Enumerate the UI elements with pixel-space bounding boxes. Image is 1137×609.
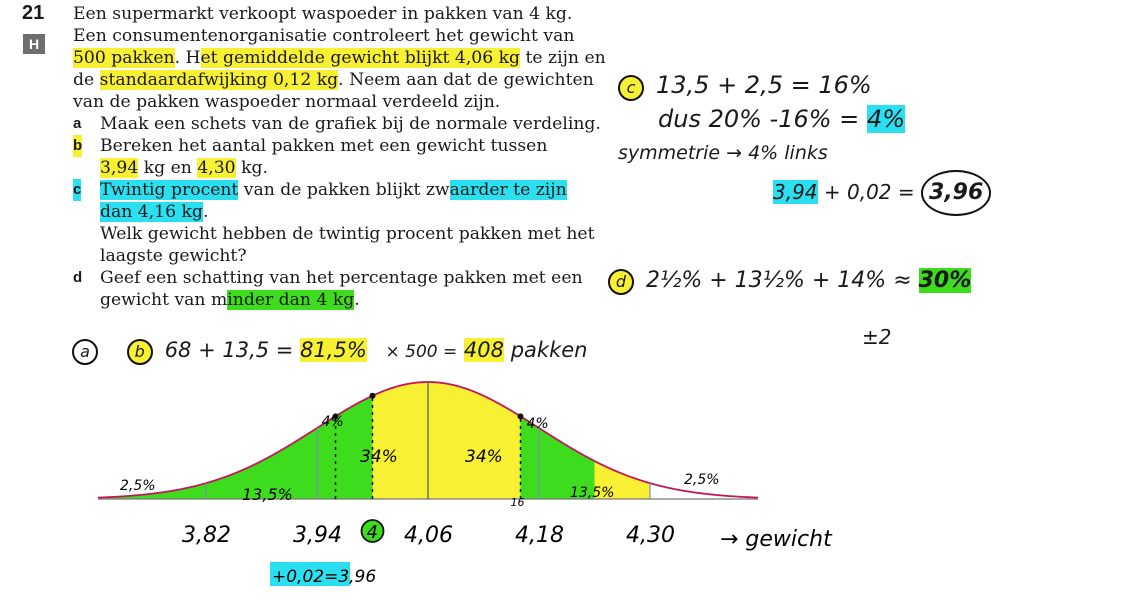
region-label: 34% [465,447,503,467]
question-a-text: Maak een schets van de grafiek bij de normale verdeling. [100,114,601,134]
hw-c-diff-result: 4% [866,105,906,133]
tick-label: 4,06 [404,523,453,548]
highlight-416: dan 4,16 kg [100,202,203,222]
intro-line-2: Een consumentenorganisatie controleert het gewicht van [73,26,575,46]
question-b-text: Bereken het aantal pakken met een gewicht tussen [100,136,548,156]
hw-b-count: 408 [463,338,505,362]
question-c-label: c [73,179,81,201]
text-fragment: van de pakken blijkt zw [238,180,450,200]
hw-d-note: ±2 [862,325,892,349]
tick-label: 4,18 [515,523,564,548]
hw-b-mult: × 500 = [385,342,458,362]
text-fragment: te zijn en [520,48,606,68]
hw-d-approx: ≈ [893,268,912,293]
question-c-line-3: Welk gewicht hebben de twintig procent pakken met het [100,224,595,244]
text-fragment: . Neem aan dat de gewichten [338,70,594,90]
text-fragment: . [202,202,209,222]
highlight-twintig-procent: Twintig procent [100,180,239,200]
hw-d-label: d [608,269,634,295]
exercise-number: 21 [22,2,45,24]
extra-tick-label: 4 [366,522,378,543]
region-label: 2,5% [120,478,156,494]
hw-c-answer: 3,96 [921,170,991,216]
question-d-label: d [73,269,83,286]
below-note: +0,02=3,96 [272,567,377,587]
hw-c-diff: dus 20% -16% = [658,105,860,133]
hw-c-line-3: symmetrie → 4% links [618,142,828,164]
text-fragment: gewicht van m [100,290,228,310]
marker-label: 4% [321,414,344,430]
tick-label: 3,82 [182,523,231,548]
text-fragment: kg. [235,158,268,178]
intro-line-1: Een supermarkt verkoopt waspoeder in pakken van 4 kg. [73,4,573,24]
axis-label: → gewicht [720,527,832,552]
region-label: 13,5% [242,485,293,504]
tick-label: 3,94 [293,523,342,548]
hw-c-394: 3,94 [773,180,818,204]
text-fragment: . H [174,48,201,68]
hw-c-label: c [618,75,644,101]
chart-fills [98,382,650,499]
question-a-label: a [73,115,82,132]
question-d-text: Geef een schatting van het percentage pakken met een [100,268,583,288]
highlight-mean: et gemiddelde gewicht blijkt 4,06 kg [200,48,521,68]
hw-d-sum: 2½% + 13½% + 14% [646,268,887,293]
region-label: 2,5% [684,472,720,488]
question-c-line-4: laagste gewicht? [100,246,247,266]
intro-line-5: van de pakken waspoeder normaal verdeeld zijn. [73,92,501,112]
highlight-430: 4,30 [197,158,236,178]
hw-c-sum: 13,5 + 2,5 = 16% [656,71,872,99]
region-label: 34% [360,447,398,467]
hw-d-answer: 30% [918,268,972,293]
hw-b-expr: 68 + 13,5 = [164,338,294,362]
marker-label: 4% [526,416,549,432]
marker-label: 16 [510,496,525,509]
highlight-sd: standaardafwijking 0,12 kg [99,70,339,90]
hw-b-result: 81,5% [300,338,367,362]
hw-b-label: b [127,339,153,365]
marker-dot [370,393,376,399]
region-label: 13,5% [570,485,615,501]
hw-a-label: a [72,339,98,365]
highlight-minder-dan-4kg: inder dan 4 kg [227,290,355,310]
highlight-500-pakken: 500 pakken [73,48,175,68]
text-fragment: . [354,290,360,310]
text-fragment: kg en [138,158,198,178]
highlight-394: 3,94 [100,158,139,178]
marker-dot [518,413,524,419]
difficulty-badge: H [23,34,45,54]
yellow-area-center [373,382,540,499]
tick-labels [182,520,675,548]
text-fragment: de [73,70,100,90]
hw-b-unit: pakken [510,338,588,362]
tick-label: 4,30 [626,523,675,548]
question-b-label: b [73,135,82,157]
hw-c-plus: + 0,02 = [817,180,915,204]
highlight-zwaarder: aarder te zijn [449,180,567,200]
